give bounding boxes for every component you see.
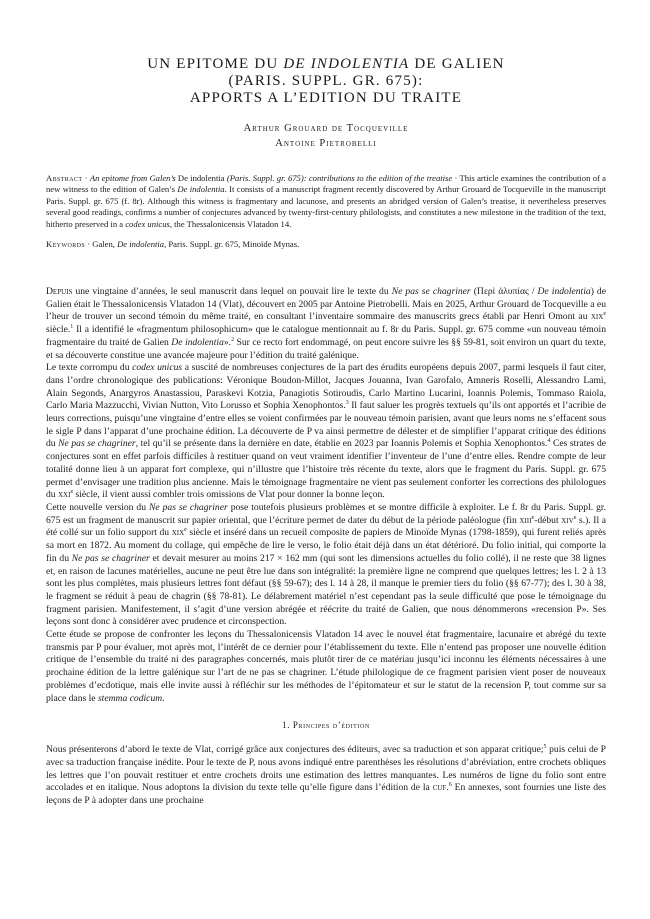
text-run: Ces strates de conjectures sont en effet parfois difficiles à restituer quand on veut vraiment identifier l’inventeur de l’une d’entre elles. Rendre compte de leur totalité donne lieu à un apparat fort complexe, qui n’illustre que l’histoire très récente du texte, alors que le fragment du Paris. Suppl. gr. 675 permet d’envisager une tradition plus ancienne. Mais le témoignage fragmentaire ne vient pas seulement conforter les corrections des philologues du	[46, 438, 607, 501]
superscript: e	[70, 489, 74, 496]
text-run: Sur ce recto fort endommagé, on peut encore suivre les §§ 59-81, soit environ un quart du texte, et sa découverte constitue une avancée majeure pour l’édition du traité galénique.	[46, 336, 606, 361]
century-numeral: xix	[590, 311, 604, 323]
abstract-english-title: (Paris. Suppl. gr. 675): contributions to the edition of the treatise	[224, 173, 453, 183]
article-body	[46, 286, 606, 808]
text-run: Ne pas se chagriner	[149, 501, 228, 513]
text-run: Ne pas se chagriner	[71, 552, 150, 564]
text-run: .	[162, 692, 165, 704]
keywords	[46, 239, 606, 250]
abstract-english-title: De indolentia	[177, 173, 225, 183]
text-run: (Περὶ ἀλυπίας /	[470, 286, 538, 298]
text-run: codex unicus	[132, 362, 183, 374]
century-numeral: xix	[171, 527, 185, 539]
author-list	[46, 121, 606, 151]
abstract-text: De indolentia	[177, 184, 225, 195]
century-numeral: xiv	[561, 514, 574, 526]
text-run: pose toutefois plusieurs problèmes et se montre difficile à exploiter. Le f. 8r du Paris. Suppl. gr. 675 est un fragment de manuscrit sur papier oriental, que l’écriture permet de dater du début de la période paléologue (fin	[46, 501, 606, 526]
footnote-marker[interactable]: 4	[547, 438, 551, 445]
body-paragraph-3	[46, 502, 606, 629]
footnote-marker[interactable]: 6	[448, 782, 452, 789]
text-run: -début	[534, 514, 562, 526]
keywords-separator: ·	[85, 238, 93, 249]
superscript: e	[573, 514, 577, 521]
abstract-text: This article examines the contribution of a new witness to the edition of Galen’s	[46, 173, 606, 195]
footnote-marker[interactable]: 3	[345, 400, 349, 407]
text-run: En annexes, sont fournies une liste des leçons de P à adopter dans une prochaine	[46, 782, 606, 807]
keywords-text: Galen,	[92, 238, 118, 249]
text-run: .	[446, 782, 449, 794]
keywords-text: , Paris. Suppl. gr. 675, Minoïde Mynas.	[164, 238, 300, 249]
text-run: , tel qu’il se présente dans la dernière en date, établie en 2023 par Ioannis Polemis et Sophia Xenophontos.	[135, 438, 548, 450]
footnote-marker[interactable]: 2	[231, 336, 235, 343]
keywords-label: Keywords	[46, 238, 86, 249]
century-numeral: xiii	[519, 514, 532, 526]
title-line-3: APPORTS A L’EDITION DU TRAITE	[189, 90, 463, 106]
collection-acronym: cuf	[432, 782, 447, 794]
opening-word: Depuis	[46, 286, 73, 298]
text-run: ) de Galien était le Thessalonicensis Vlatadon 14 (Vlat), découvert en 2005 par Antoine Pietrobelli. Mais en 2025, Arthur Grouard de Tocqueville a eu l’heur de trouver un second témoin du même traité, en consultant l’inventaire sommaire des manuscrits grecs établi par Henri Omont au	[46, 286, 606, 323]
footnote-marker[interactable]: 1	[70, 323, 74, 330]
abstract-text: codex unicus	[125, 218, 170, 229]
text-run: De indolentia	[171, 336, 224, 348]
title-line-1-italic: DE INDOLENTIA	[283, 56, 410, 72]
abstract-english-title: An epitome from Galen’s	[89, 173, 178, 183]
text-run: et devait mesurer au moins 217 × 162 mm (qui sont les dimensions actuelles du folio collé), il ne reste que 38 lignes et, en raison de lacunes matérielles, aucune ne peut être lue dans son intégralité: la première ligne ne comprend que quelques lettres; les l. 2 à 13 sont les plus complètes, mais plusieurs lettres font défaut (§§ 59-67); des l. 14 à 28, il manque le premier tiers du folio (§§ 67-77); des l. 30 à 38, le fragment se réduit à peau de chagrin (§§ 78-81). Le délabrement matériel n’est cependant pas la seule difficulté que pose le témoignage du fragment parisien. Manifestement, il s’agit d’une version abrégée et réécrite du traité de Galien, que nous dénommerons «recension P». Ses leçons sont donc à considérer avec prudence et circonspection.	[46, 552, 606, 628]
abstract-separator: ·	[82, 173, 90, 183]
section-heading	[46, 720, 606, 730]
century-numeral: xxi	[58, 489, 71, 501]
text-run: Il a identifié le «fragmentum philosophicum» que le catalogue mentionnait au f. 8r du Paris. Suppl. gr. 675 comme «un nouveau témoin fragmentaire du traité de Galien	[46, 324, 606, 348]
text-run: Nous présenterons d’abord le texte de Vlat, corrigé grâce aux conjectures des éditeurs, avec sa traduction et son apparat critique;	[46, 744, 544, 756]
author-name: Antoine Pietrobelli	[275, 138, 377, 149]
text-run: Ne pas se chagriner	[58, 438, 136, 450]
text-run: Cette étude se propose de confronter les leçons du Thessalonicensis Vlatadon 14 avec le nouvel état fragmentaire, lacunaire et abrégé du texte transmis par P pour évaluer, mot après mot, l’intérêt de ce dernier pour l’établissement du texte. Elle n’entend pas proposer une nouvelle édition critique de l’ensemble du traité ni des paragraphes concernés, mais plutôt tirer de ce matériau jusqu’ici inconnu les éléments nécessaires à une prochaine édition de la lettre galénique sur l’art de ne pas se chagriner. L’étude philologique de ce fragment parisien vient poser de nouveaux problèmes d’ecdotique, mais elle invite aussi à réfléchir sur les méthodes de l’épitomateur et sur le statut de la recension P, tout comme sur sa place dans le	[46, 629, 606, 704]
text-run: stemma codicum	[97, 692, 163, 704]
text-run: Cette nouvelle version du	[46, 501, 149, 513]
text-run: Il faut saluer les progrès textuels qu’ils ont apportés et l’acribie de leurs corrections, puisqu’une vingtaine d’entre elles se voient confirmées par le nouveau témoin parisien, avant que leurs noms ne s’effacent sous le sigle P dans l’apparat d’une prochaine édition. La découverte de P va ainsi permettre de délester et de simplifier l’apparat critique des éditions du	[46, 400, 606, 450]
text-run: a suscité de nombreuses conjectures de la part des érudits européens depuis 2007, parmi lesquels il faut citer, dans l’ordre chronologique des publications: Véronique Boudon-Millot, Jacques Jouanna, Ivan Garofalo, Amneris Roselli, Alessandro Lami, Alain Segonds, Anargyros Anastassiou, Paraskevi Kotzia, Panagiotis Sotiroudis, Carlo Martino Lucarini, Ioannis Polemis, Tommaso Raiola, Carlo Maria Mazzucchi, Vivian Nutton, Vito Lorusso et Sophia Xenophontos.	[46, 362, 606, 412]
superscript: e	[603, 311, 606, 318]
body-paragraph-5	[46, 744, 606, 808]
title-line-1-suffix: DE GALIEN	[409, 56, 505, 72]
section-number: 1.	[282, 720, 293, 731]
text-run: s.). Il a été collé sur un folio support du	[46, 514, 606, 539]
text-run: une vingtaine d’années, le seul manuscrit dans lequel on pouvait lire le texte du	[72, 286, 392, 298]
text-run: siècle et inséré dans un recueil composite de papiers de Minoïde Mynas (1798-1859), qui furent reliés après sa mort en 1872. Au moment du collage, qui empêche de lire le verso, le folio était déjà dans un état détérioré. Du folio initial, qui comporte la fin du	[46, 527, 606, 564]
text-run: De indolentia	[537, 286, 591, 298]
keywords-text: De indolentia	[117, 238, 165, 249]
article-title	[46, 56, 606, 107]
section-title: Principes d’édition	[292, 720, 370, 731]
superscript: e	[184, 527, 187, 534]
body-paragraph-2	[46, 362, 606, 502]
text-run: siècle.	[46, 324, 71, 336]
title-line-2: (PARIS. SUPPL. GR. 675):	[228, 73, 424, 89]
body-paragraph-4	[46, 629, 606, 705]
title-line-1-prefix: UN EPITOME DU	[147, 56, 284, 72]
abstract-text: , the Thessalonicensis Vlatadon 14.	[169, 218, 292, 229]
title-line-1	[46, 56, 606, 73]
abstract-separator: ·	[452, 173, 460, 183]
superscript: e	[531, 514, 535, 521]
author-name: Arthur Grouard de Tocqueville	[243, 123, 409, 134]
abstract-label: Abstract	[46, 173, 83, 183]
text-run: puis celui de P avec sa traduction française inédite. Pour le texte de P, nous avons indiqué entre parenthèses les résolutions d’abréviation, entre crochets obliques les lettres que l’on pouvait restituer et entre crochets droits une estimation des lettres manquantes. Les numéros de ligne du folio sont entre accolades et en italique. Nous adoptons la division du texte telle qu’elle figure dans l’édition de la	[46, 744, 606, 794]
text-run: Le texte corrompu du	[46, 362, 133, 374]
text-run: Ne pas se chagriner	[391, 286, 471, 298]
text-run: siècle, il vient aussi combler trois omissions de Vlat pour donner la bonne leçon.	[73, 489, 385, 501]
body-paragraph-1	[46, 286, 606, 362]
footnote-marker[interactable]: 5	[543, 744, 547, 751]
text-run: ».	[223, 336, 232, 348]
abstract	[46, 173, 606, 230]
abstract-text: . It consists of a manuscript fragment recently discovered by Arthur Grouard de Tocqueville in the manuscript Paris. Suppl. gr. 675 (f. 8r). Although this witness is fragmentary and lacunose, and presents an abridged version of Galen’s treatise, it nevertheless preserves several good readings, confirms a number of conjectures advanced by twenty-first-century philologists, and constitutes a new milestone in the tradition of the text, hitherto preserved in a	[46, 184, 606, 229]
